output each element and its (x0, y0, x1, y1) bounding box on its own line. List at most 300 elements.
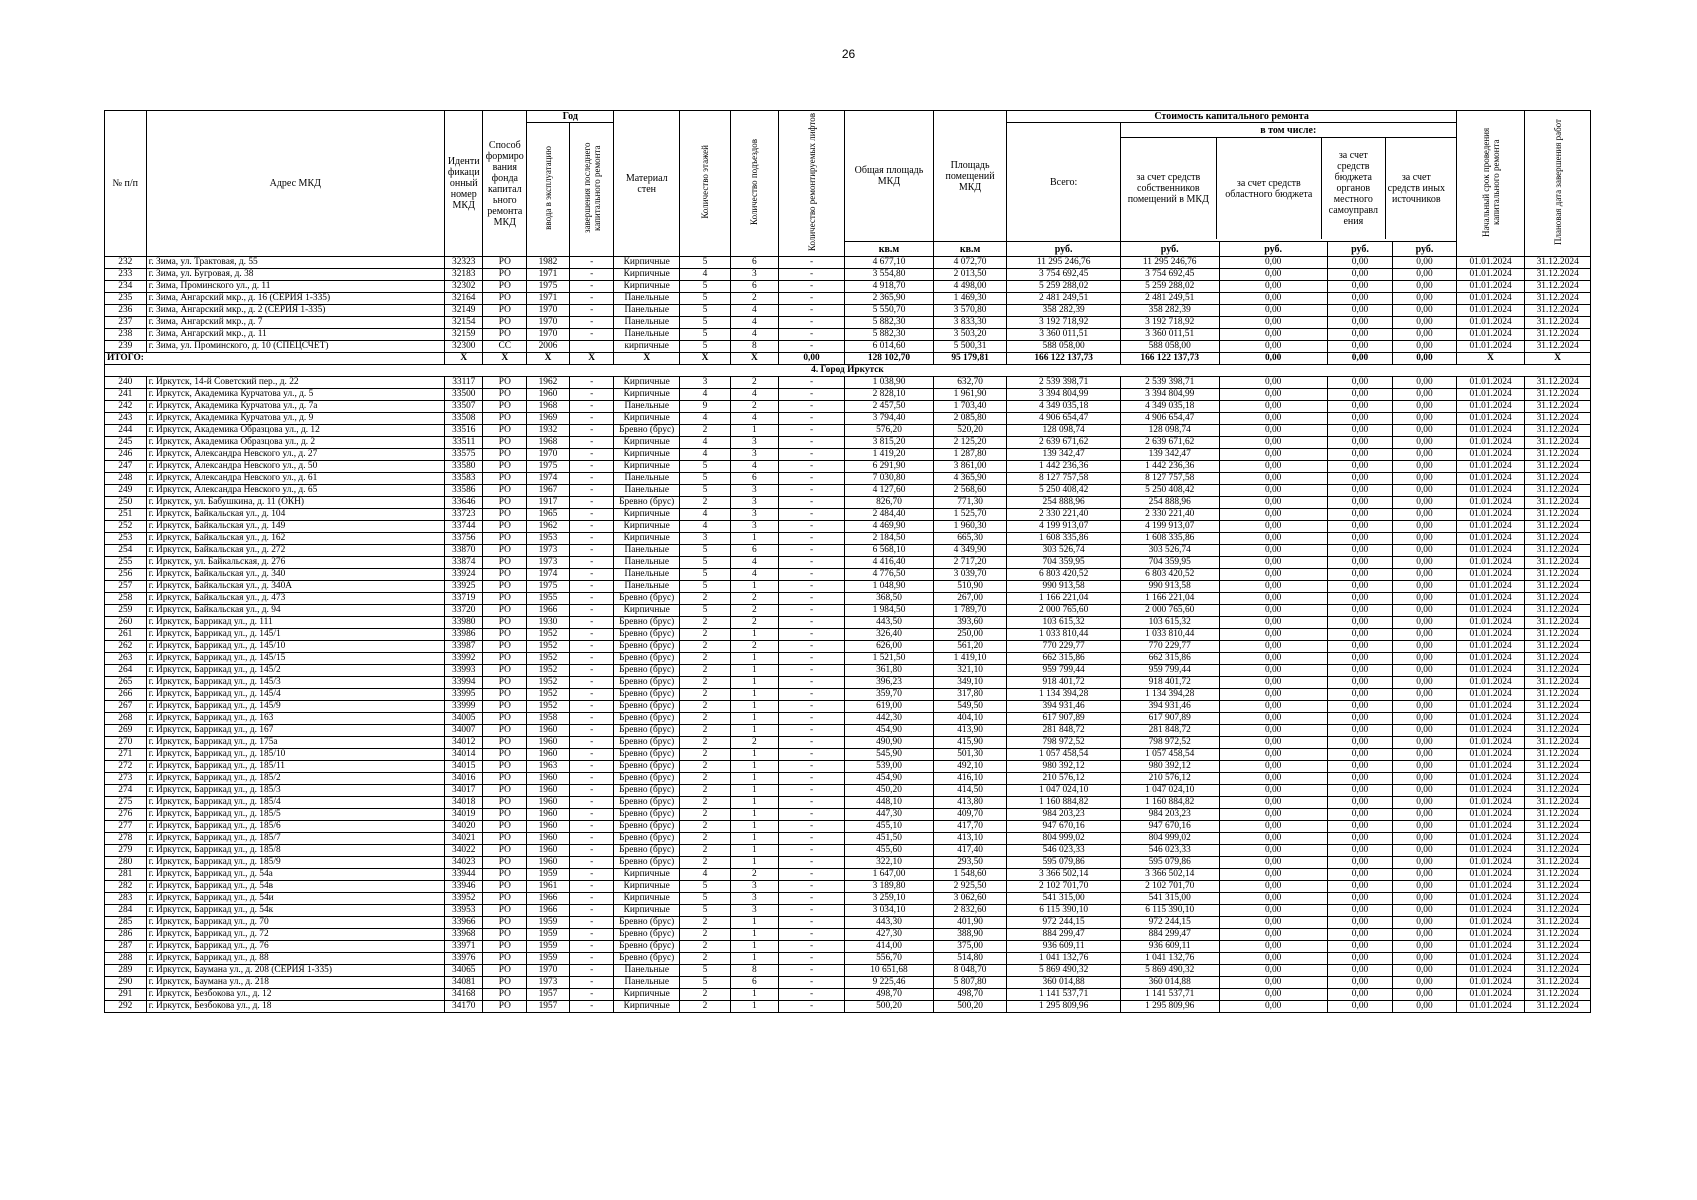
table-row (105, 653, 1591, 665)
table-cell: РО (483, 893, 527, 905)
table-cell: 0,00 (1393, 305, 1456, 317)
table-cell: - (778, 341, 845, 353)
table-cell: - (778, 653, 845, 665)
table-cell: Бревно (брус) (614, 617, 680, 629)
table-cell: - (569, 713, 614, 725)
table-cell: 0,00 (1219, 629, 1327, 641)
table-cell: - (569, 377, 614, 389)
table-cell: 401,90 (933, 917, 1007, 929)
table-cell: 2 457,50 (845, 401, 933, 413)
table-cell: 1 961,90 (933, 389, 1007, 401)
table-cell: 2 (679, 629, 730, 641)
table-cell: 271 (105, 749, 147, 761)
table-cell: 1 (730, 677, 778, 689)
table-cell: 1 (730, 533, 778, 545)
table-cell: 2 639 671,62 (1120, 437, 1219, 449)
table-cell: 0,00 (1393, 557, 1456, 569)
table-cell: 1957 (527, 1001, 570, 1013)
table-cell: РО (483, 593, 527, 605)
table-cell: 249 (105, 485, 147, 497)
table-cell: г. Иркутск, Баррикад ул., д. 145/10 (146, 641, 444, 653)
table-cell: 1953 (527, 533, 570, 545)
table-cell: 1917 (527, 497, 570, 509)
table-cell: г. Иркутск, ул. Бабушкина, д. 11 (ОКН) (146, 497, 444, 509)
table-cell: Кирпичные (614, 461, 680, 473)
table-cell: 771,30 (933, 497, 1007, 509)
table-cell: - (569, 929, 614, 941)
table-cell: 1 (730, 629, 778, 641)
table-cell: - (569, 893, 614, 905)
table-cell: 34023 (445, 857, 483, 869)
table-cell: - (569, 641, 614, 653)
table-cell: 0,00 (1327, 881, 1393, 893)
table-cell: 2 639 671,62 (1007, 437, 1120, 449)
table-cell: 2 000 765,60 (1120, 605, 1219, 617)
table-cell: 255 (105, 557, 147, 569)
cost-group-header: Стоимость капитального ремонта (1007, 111, 1456, 123)
table-cell: 804 999,02 (1007, 833, 1120, 845)
table-cell: 0,00 (1327, 269, 1393, 281)
table-cell: 4 (679, 509, 730, 521)
table-cell: 240 (105, 377, 147, 389)
table-cell: 0,00 (1219, 725, 1327, 737)
table-cell: Панельные (614, 485, 680, 497)
table-cell: 31.12.2024 (1525, 833, 1591, 845)
table-cell: Бревно (брус) (614, 761, 680, 773)
table-cell: 01.01.2024 (1456, 473, 1525, 485)
table-cell: 31.12.2024 (1525, 857, 1591, 869)
table-cell: 1 047 024,10 (1120, 785, 1219, 797)
table-cell: г. Иркутск, Александра Невского ул., д. 61 (146, 473, 444, 485)
table-cell: Бревно (брус) (614, 665, 680, 677)
table-cell: 2 925,50 (933, 881, 1007, 893)
table-cell: Бревно (брус) (614, 773, 680, 785)
table-cell: РО (483, 521, 527, 533)
table-cell: г. Иркутск, Академика Образцова ул., д. 2 (146, 437, 444, 449)
table-cell: 01.01.2024 (1456, 977, 1525, 989)
table-cell: 617 907,89 (1007, 713, 1120, 725)
table-cell: 1960 (527, 797, 570, 809)
table-cell: Кирпичные (614, 881, 680, 893)
table-cell: 3 259,10 (845, 893, 933, 905)
table-cell: 1973 (527, 545, 570, 557)
table-cell: 417,70 (933, 821, 1007, 833)
table-cell: 31.12.2024 (1525, 617, 1591, 629)
table-row (105, 581, 1591, 593)
table-row (105, 521, 1591, 533)
table-cell: 549,50 (933, 701, 1007, 713)
table-cell: 31.12.2024 (1525, 917, 1591, 929)
table-row (105, 821, 1591, 833)
table-cell: 393,60 (933, 617, 1007, 629)
table-cell: 01.01.2024 (1456, 665, 1525, 677)
table-row (105, 425, 1591, 437)
table-cell: 0,00 (1327, 785, 1393, 797)
table-cell: 3 (730, 509, 778, 521)
table-cell: 0,00 (1219, 617, 1327, 629)
table-cell: 01.01.2024 (1456, 305, 1525, 317)
table-cell: РО (483, 317, 527, 329)
table-cell: 01.01.2024 (1456, 317, 1525, 329)
table-cell: РО (483, 953, 527, 965)
table-cell: 0,00 (1393, 761, 1456, 773)
table-cell: 0,00 (1327, 401, 1393, 413)
table-cell: - (569, 269, 614, 281)
table-cell: - (569, 401, 614, 413)
table-cell: 32159 (445, 329, 483, 341)
table-cell: 5 (679, 293, 730, 305)
table-cell: 0,00 (1219, 293, 1327, 305)
table-cell: 246 (105, 449, 147, 461)
table-cell: Бревно (брус) (614, 701, 680, 713)
table-cell: 0,00 (1219, 449, 1327, 461)
table-cell: 1968 (527, 401, 570, 413)
table-cell: г. Иркутск, Академика Курчатова ул., д. 7а (146, 401, 444, 413)
table-cell: 31.12.2024 (1525, 953, 1591, 965)
table-cell: 2 (730, 593, 778, 605)
table-cell: 450,20 (845, 785, 933, 797)
table-cell: 662 315,86 (1120, 653, 1219, 665)
table-cell: РО (483, 641, 527, 653)
table-body-zima (105, 257, 1591, 353)
table-cell: 2 (679, 713, 730, 725)
table-cell: г. Иркутск, Баррикад ул., д. 70 (146, 917, 444, 929)
table-cell: 254 (105, 545, 147, 557)
table-cell: 01.01.2024 (1456, 653, 1525, 665)
table-cell: г. Иркутск, Баррикад ул., д. 145/4 (146, 689, 444, 701)
table-cell: 01.01.2024 (1456, 485, 1525, 497)
table-cell: 261 (105, 629, 147, 641)
table-cell: кирпичные (614, 341, 680, 353)
table-cell: 33870 (445, 545, 483, 557)
table-cell: 31.12.2024 (1525, 449, 1591, 461)
table-cell: 1 521,50 (845, 653, 933, 665)
table-cell: 3 366 502,14 (1120, 869, 1219, 881)
table-cell: 2 (730, 617, 778, 629)
table-cell: 0,00 (1327, 749, 1393, 761)
total-cell: X (679, 353, 730, 365)
table-cell: - (569, 317, 614, 329)
table-cell: РО (483, 929, 527, 941)
table-cell: 1968 (527, 437, 570, 449)
table-cell: 0,00 (1219, 833, 1327, 845)
table-cell: г. Зима, Проминского ул., д. 11 (146, 281, 444, 293)
table-cell: - (778, 389, 845, 401)
table-cell: 1975 (527, 281, 570, 293)
table-cell: 1 (730, 845, 778, 857)
table-cell: 413,80 (933, 797, 1007, 809)
table-cell: 5 (679, 485, 730, 497)
table-cell: 375,00 (933, 941, 1007, 953)
table-cell: 290 (105, 977, 147, 989)
table-cell: 31.12.2024 (1525, 569, 1591, 581)
table-cell: 1959 (527, 941, 570, 953)
capital-repair-table (104, 110, 1591, 1013)
table-cell: 265 (105, 677, 147, 689)
table-cell: 3 (730, 437, 778, 449)
table-cell: 33924 (445, 569, 483, 581)
table-cell: г. Иркутск, Баррикад ул., д. 145/1 (146, 629, 444, 641)
table-cell: 2 832,60 (933, 905, 1007, 917)
table-cell: 2 (679, 833, 730, 845)
unit-rub-3: руб. (1219, 242, 1327, 257)
table-cell: 0,00 (1327, 629, 1393, 641)
table-cell: 6 014,60 (845, 341, 933, 353)
table-cell: 31.12.2024 (1525, 689, 1591, 701)
table-cell: 0,00 (1327, 509, 1393, 521)
table-cell: 947 670,16 (1120, 821, 1219, 833)
table-cell: 4 (730, 317, 778, 329)
table-cell: г. Иркутск, Баумана ул., д. 208 (СЕРИЯ 1-335) (146, 965, 444, 977)
col-cost-total-header: Всего: (1007, 123, 1120, 242)
table-cell: 665,30 (933, 533, 1007, 545)
table-cell: 31.12.2024 (1525, 989, 1591, 1001)
table-cell: РО (483, 761, 527, 773)
table-cell: г. Иркутск, Баррикад ул., д. 54к (146, 905, 444, 917)
table-cell: 4 918,70 (845, 281, 933, 293)
table-cell: 520,20 (933, 425, 1007, 437)
table-cell: 1 (730, 785, 778, 797)
table-cell: 248 (105, 473, 147, 485)
table-cell: - (569, 773, 614, 785)
table-cell: 01.01.2024 (1456, 341, 1525, 353)
table-cell: - (569, 881, 614, 893)
table-cell: РО (483, 905, 527, 917)
table-cell: 0,00 (1393, 953, 1456, 965)
table-cell: 01.01.2024 (1456, 461, 1525, 473)
table-cell: г. Иркутск, Баррикад ул., д. 76 (146, 941, 444, 953)
table-cell: 5 (679, 881, 730, 893)
table-cell: 0,00 (1393, 881, 1456, 893)
table-cell: 3 794,40 (845, 413, 933, 425)
table-cell: - (778, 701, 845, 713)
table-cell: 1 419,10 (933, 653, 1007, 665)
table-cell: Бревно (брус) (614, 689, 680, 701)
table-cell: - (569, 953, 614, 965)
table-cell: 2 (679, 809, 730, 821)
table-cell: 321,10 (933, 665, 1007, 677)
table-row (105, 497, 1591, 509)
table-cell: г. Иркутск, Академика Курчатова ул., д. 9 (146, 413, 444, 425)
unit-rub-4: руб. (1327, 242, 1393, 257)
table-cell: 1955 (527, 593, 570, 605)
table-cell: 4 906 654,47 (1007, 413, 1120, 425)
table-cell: 4 (679, 449, 730, 461)
table-cell: 2 (679, 749, 730, 761)
table-cell: 1961 (527, 881, 570, 893)
table-cell: 31.12.2024 (1525, 1001, 1591, 1013)
table-cell: - (569, 557, 614, 569)
table-cell: 1952 (527, 653, 570, 665)
table-cell: 233 (105, 269, 147, 281)
table-row (105, 797, 1591, 809)
table-cell: 33500 (445, 389, 483, 401)
table-cell: 0,00 (1219, 701, 1327, 713)
col-end-header (1525, 111, 1591, 257)
table-cell: 5 (679, 569, 730, 581)
table-cell: - (569, 941, 614, 953)
table-cell: Панельные (614, 317, 680, 329)
table-cell: 595 079,86 (1007, 857, 1120, 869)
table-cell: 01.01.2024 (1456, 509, 1525, 521)
table-cell: 250 (105, 497, 147, 509)
table-cell: 01.01.2024 (1456, 629, 1525, 641)
table-cell: 1967 (527, 485, 570, 497)
table-cell: г. Иркутск, Баррикад ул., д. 54в (146, 881, 444, 893)
table-cell: - (569, 965, 614, 977)
table-cell: Бревно (брус) (614, 737, 680, 749)
col-other-header: за счет средств иных источников (1387, 172, 1445, 206)
entrances-header-text: Количество подъездов (749, 139, 760, 225)
table-cell: 31.12.2024 (1525, 581, 1591, 593)
table-cell: 0,00 (1219, 581, 1327, 593)
table-cell: 33516 (445, 425, 483, 437)
table-cell: 34014 (445, 749, 483, 761)
table-cell: 1 (730, 989, 778, 1001)
table-cell: 01.01.2024 (1456, 377, 1525, 389)
table-cell: 6 (730, 545, 778, 557)
table-cell: 263 (105, 653, 147, 665)
table-cell: РО (483, 941, 527, 953)
table-cell: РО (483, 797, 527, 809)
table-row (105, 737, 1591, 749)
table-body-irkutsk (105, 377, 1591, 1013)
table-cell: 281 848,72 (1007, 725, 1120, 737)
table-row (105, 965, 1591, 977)
table-cell: РО (483, 389, 527, 401)
table-cell: 0,00 (1393, 605, 1456, 617)
table-cell: 1971 (527, 269, 570, 281)
table-cell: - (778, 317, 845, 329)
table-cell: 31.12.2024 (1525, 281, 1591, 293)
table-cell: 33583 (445, 473, 483, 485)
table-cell: 1960 (527, 833, 570, 845)
table-cell: РО (483, 689, 527, 701)
table-cell: Бревно (брус) (614, 749, 680, 761)
unit-rub-1: руб. (1007, 242, 1120, 257)
table-cell: 0,00 (1327, 725, 1393, 737)
table-cell: 1 038,90 (845, 377, 933, 389)
table-cell: 34081 (445, 977, 483, 989)
table-cell: 1975 (527, 581, 570, 593)
table-cell: 2 (679, 857, 730, 869)
table-cell: 238 (105, 329, 147, 341)
table-cell: 0,00 (1393, 641, 1456, 653)
table-cell: г. Иркутск, Баррикад ул., д. 185/4 (146, 797, 444, 809)
table-cell: 4 (679, 413, 730, 425)
table-cell: 01.01.2024 (1456, 845, 1525, 857)
table-cell: 286 (105, 929, 147, 941)
table-cell: Бревно (брус) (614, 725, 680, 737)
table-cell: 0,00 (1393, 317, 1456, 329)
table-cell: 2 (679, 425, 730, 437)
table-cell: 31.12.2024 (1525, 677, 1591, 689)
table-cell: 1960 (527, 737, 570, 749)
table-cell: 0,00 (1393, 905, 1456, 917)
table-cell: - (569, 665, 614, 677)
table-cell: 1965 (527, 509, 570, 521)
table-cell: 0,00 (1219, 521, 1327, 533)
table-cell: Кирпичные (614, 905, 680, 917)
table-cell: - (778, 857, 845, 869)
table-cell: - (778, 533, 845, 545)
total-cell: X (445, 353, 483, 365)
table-cell: 0,00 (1393, 773, 1456, 785)
table-cell: 0,00 (1327, 533, 1393, 545)
table-cell: - (569, 533, 614, 545)
table-cell: 1970 (527, 449, 570, 461)
page-number: 26 (841, 47, 856, 61)
table-cell: РО (483, 701, 527, 713)
table-cell: г. Зима, ул. Проминского, д. 10 (СПЕЦСЧЕТ) (146, 341, 444, 353)
table-cell: 4 (679, 437, 730, 449)
table-cell: РО (483, 713, 527, 725)
table-cell: 1960 (527, 857, 570, 869)
table-cell: 0,00 (1327, 857, 1393, 869)
table-cell: 5 (679, 461, 730, 473)
table-cell: Бревно (брус) (614, 497, 680, 509)
table-cell: 33953 (445, 905, 483, 917)
table-cell: Бревно (брус) (614, 425, 680, 437)
table-cell: - (778, 593, 845, 605)
table-cell: 34012 (445, 737, 483, 749)
table-cell: 4 (730, 329, 778, 341)
table-cell: - (778, 833, 845, 845)
table-cell: - (569, 857, 614, 869)
table-cell: г. Зима, Ангарский мкр., д. 7 (146, 317, 444, 329)
table-cell: - (569, 569, 614, 581)
table-cell: - (778, 497, 845, 509)
table-cell: 1 608 335,86 (1007, 533, 1120, 545)
table-cell: г. Иркутск, Баррикад ул., д. 185/7 (146, 833, 444, 845)
table-cell: 0,00 (1393, 701, 1456, 713)
table-cell: 31.12.2024 (1525, 737, 1591, 749)
table-cell: 01.01.2024 (1456, 869, 1525, 881)
table-cell: - (778, 281, 845, 293)
table-cell: 1959 (527, 917, 570, 929)
table-cell: 1970 (527, 329, 570, 341)
table-cell: - (569, 509, 614, 521)
table-cell: 0,00 (1219, 713, 1327, 725)
table-cell: 0,00 (1219, 941, 1327, 953)
table-cell: 442,30 (845, 713, 933, 725)
table-cell: 1971 (527, 293, 570, 305)
table-cell: - (778, 449, 845, 461)
table-cell: 4 416,40 (845, 557, 933, 569)
table-cell: 0,00 (1327, 869, 1393, 881)
total-cell: X (1456, 353, 1525, 365)
table-cell: 1 (730, 941, 778, 953)
table-cell: 01.01.2024 (1456, 761, 1525, 773)
table-cell: 2 (679, 701, 730, 713)
table-cell: Кирпичные (614, 437, 680, 449)
table-cell: - (569, 761, 614, 773)
table-cell: 0,00 (1327, 581, 1393, 593)
table-cell: 10 651,68 (845, 965, 933, 977)
table-cell: 0,00 (1327, 305, 1393, 317)
table-cell: 128 098,74 (1007, 425, 1120, 437)
table-cell: г. Иркутск, Баррикад ул., д. 185/9 (146, 857, 444, 869)
table-cell: 2 (679, 497, 730, 509)
table-cell: 415,90 (933, 737, 1007, 749)
table-cell: 396,23 (845, 677, 933, 689)
table-cell: г. Иркутск, Безбокова ул., д. 18 (146, 1001, 444, 1013)
table-cell: РО (483, 461, 527, 473)
table-cell: 0,00 (1219, 773, 1327, 785)
table-cell: 2 (730, 605, 778, 617)
table-cell: - (778, 677, 845, 689)
table-cell: 0,00 (1219, 977, 1327, 989)
